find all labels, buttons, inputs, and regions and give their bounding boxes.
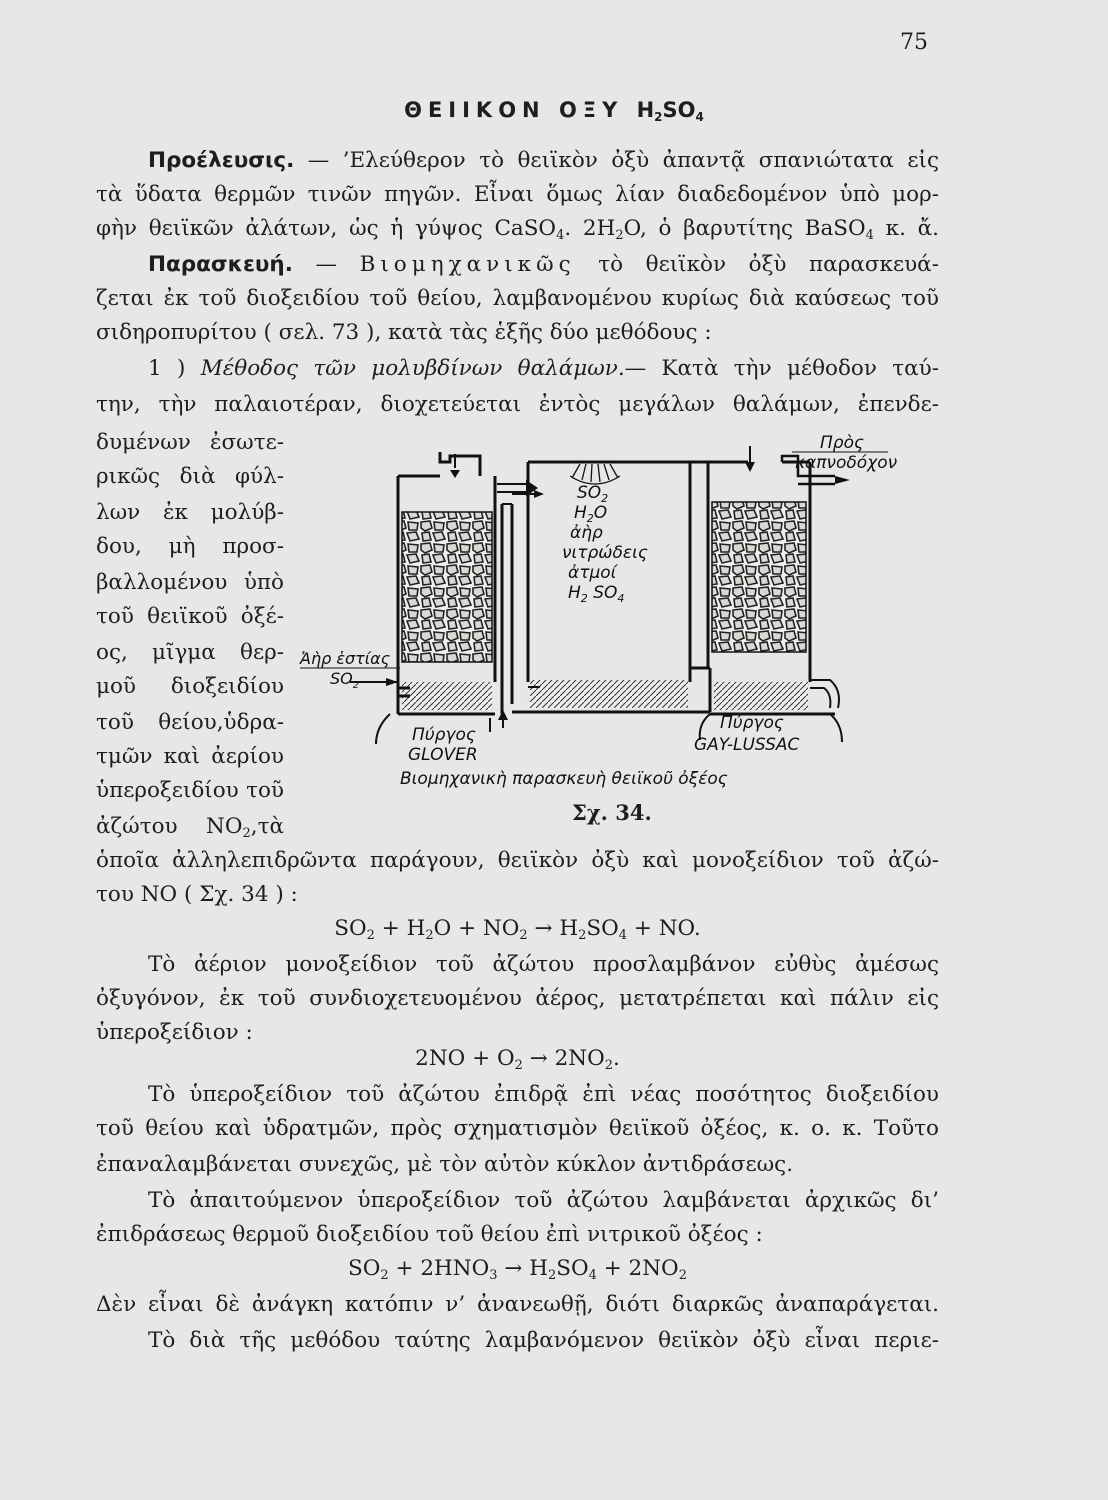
text-line: Προέλευσις. — ’Ελεύθερον τὸ θειϊκὸν ὀξὺ ἀπαντᾷ σπανιώτατα εἰς bbox=[148, 148, 939, 173]
method-title: Μέθοδος τῶν μολυβδίνων θαλάμων. bbox=[200, 356, 625, 381]
narrow-line: τμῶν καὶ ἀερίου bbox=[96, 744, 284, 769]
label-gas-vapors: ἀτμοί bbox=[568, 563, 617, 583]
text-line: 1 ) Μέθοδος τῶν μολυβδίνων θαλάμων.— Κατὰ τὴν μέθοδον ταύ- bbox=[148, 356, 939, 381]
origin-heading: Προέλευσις. bbox=[148, 148, 295, 173]
label-chimney-2: καπνοδόχον bbox=[795, 453, 898, 473]
diagram-labels bbox=[299, 433, 898, 789]
label-air-inlet: Ἀὴρ ἑστίας bbox=[300, 649, 391, 668]
narrow-line: ος, μῖγμα θερ- bbox=[96, 640, 284, 665]
text-line: ὑπεροξείδιον : bbox=[96, 1020, 253, 1045]
narrow-line: δυμένων ἐσωτε- bbox=[96, 430, 284, 455]
gay-lussac-tower bbox=[700, 446, 850, 742]
narrow-line: ρικῶς διὰ φύλ- bbox=[96, 464, 284, 489]
label-glover-2: GLOVER bbox=[408, 745, 478, 765]
equation-2: $2NO + O_2 \to 2NO_2$. bbox=[415, 1046, 620, 1073]
label-chimney-1: Πρὸς bbox=[820, 433, 864, 453]
label-gay-lussac-1: Πύργος bbox=[720, 713, 784, 733]
text-line: ἐπιδράσεως θερμοῦ διοξειδίου τοῦ θείου ἐπὶ νιτρικοῦ ὀξέος : bbox=[96, 1222, 763, 1247]
page-number: 75 bbox=[900, 30, 928, 55]
narrow-line: λων ἐκ μολύβ- bbox=[96, 500, 284, 525]
text-line: τοῦ θείου καὶ ὑδρατμῶν, πρὸς σχηματισμὸν θειϊκοῦ ὀξέος, κ. ο. κ. Τοῦτο bbox=[96, 1116, 939, 1141]
lead-chamber-diagram bbox=[290, 432, 940, 792]
glover-tower bbox=[376, 452, 495, 744]
narrow-line: μοῦ διοξειδίου bbox=[96, 674, 284, 699]
transfer-pipe bbox=[497, 480, 544, 714]
label-glover-1: Πύργος bbox=[412, 725, 476, 745]
text-line: Παρασκευή. — Βιομηχανικῶς τὸ θειϊκὸν ὀξὺ παρασκευά- bbox=[148, 252, 939, 277]
title-formula: $H_2SO_4$ bbox=[636, 98, 704, 124]
text-line: Τὸ ἀέριον μονοξείδιον τοῦ ἀζώτου προσλαμβάνον εὐθὺς ἀμέσως bbox=[148, 952, 939, 977]
label-gas-air: ἀὴρ bbox=[570, 523, 603, 543]
equation-3: $SO_2 + 2HNO_3 \to H_2SO_4 + 2NO_2$ bbox=[348, 1256, 687, 1283]
narrow-line: τοῦ θειϊκοῦ ὀξέ- bbox=[96, 604, 284, 629]
narrow-line: ὑπεροξειδίου τοῦ bbox=[96, 778, 284, 803]
label-air-so2: $SO_2$ bbox=[330, 669, 360, 691]
text-line: ἐπαναλαμβάνεται συνεχῶς, μὲ τὸν αὐτὸν κύκλον ἀντιδράσεως. bbox=[96, 1152, 794, 1177]
label-figure-description: Βιομηχανικὴ παρασκευὴ θειϊκοῦ ὀξέος bbox=[400, 769, 728, 789]
text-line: Δὲν εἶναι δὲ ἀνάγκη κατόπιν ν’ ἀνανεωθῇ, διότι διαρκῶς ἀναπαράγεται. bbox=[96, 1292, 939, 1317]
text-line: τὰ ὕδατα θερμῶν τινῶν πηγῶν. Εἶναι ὅμως λίαν διαδεδομένον ὑπὸ μορ- bbox=[96, 182, 939, 207]
preparation-heading: Παρασκευή. bbox=[148, 252, 293, 277]
narrow-line: ἀζώτου $NO_2,\tau ὰ$ bbox=[96, 814, 284, 841]
text-line: Τὸ ἀπαιτούμενον ὑπεροξείδιον τοῦ ἀζώτου λαμβάνεται ἀρχικῶς δι’ bbox=[148, 1188, 939, 1213]
title-text: ΘΕΙΙΚΟΝ ΟΞΥ bbox=[404, 98, 624, 122]
narrow-line: δου, μὴ προσ- bbox=[96, 534, 284, 559]
figure-caption: Σχ. 34. bbox=[572, 800, 652, 825]
text-line: ὁποῖα ἀλληλεπιδρῶντα παράγουν, θειϊκὸν ὀξὺ καὶ μονοξείδιον τοῦ ἀζώ- bbox=[96, 848, 939, 873]
text-line: ὀξυγόνον, ἐκ τοῦ συνδιοχετευομένου ἀέρος, μετατρέπεται καὶ πάλιν εἰς bbox=[96, 986, 939, 1011]
label-gas-so2: $SO_2$ bbox=[577, 483, 609, 505]
text-line: φὴν θειϊκῶν ἀλάτων, ὡς ἡ γύψος CaSO$_4$. $2H_2O$, ὁ βαρυτίτης BaSO$_4$ κ. ἄ. bbox=[96, 216, 940, 243]
label-gas-h2o: $H_2O$ bbox=[574, 503, 608, 525]
section-title bbox=[0, 98, 1108, 122]
text-line: ζεται ἐκ τοῦ διοξειδίου τοῦ θείου, λαμβανομένου κυρίως διὰ καύσεως τοῦ bbox=[96, 286, 939, 311]
label-gay-lussac-2: GAY-LUSSAC bbox=[694, 735, 800, 755]
label-gas-h2so4: $H_2$ $SO_4$ bbox=[568, 583, 625, 605]
narrow-line: τοῦ θείου,ὑδρα- bbox=[96, 710, 284, 735]
text-line: την, τὴν παλαιοτέραν, διοχετεύεται ἐντὸς μεγάλων θαλάμων, ἐπενδε- bbox=[96, 392, 939, 417]
text-line: Τὸ διὰ τῆς μεθόδου ταύτης λαμβανόμενον θειϊκὸν ὀξὺ εἶναι περιε- bbox=[148, 1328, 939, 1353]
text-line: Τὸ ὑπεροξείδιον τοῦ ἀζώτου ἐπιδρᾷ ἐπὶ νέας ποσότητος διοξειδίου bbox=[148, 1082, 939, 1107]
label-gas-nitrous: νιτρώδεις bbox=[562, 543, 648, 563]
narrow-line: βαλλομένου ὑπὸ bbox=[96, 570, 284, 595]
text-line: του NO ( Σχ. 34 ) : bbox=[96, 882, 298, 907]
text-line: σιδηροπυρίτου ( σελ. 73 ), κατὰ τὰς ἑξῆς δύο μεθόδους : bbox=[96, 320, 712, 345]
equation-1: $SO_2 + H_2O + NO_2 \to H_2SO_4$ + NO. bbox=[334, 916, 701, 943]
